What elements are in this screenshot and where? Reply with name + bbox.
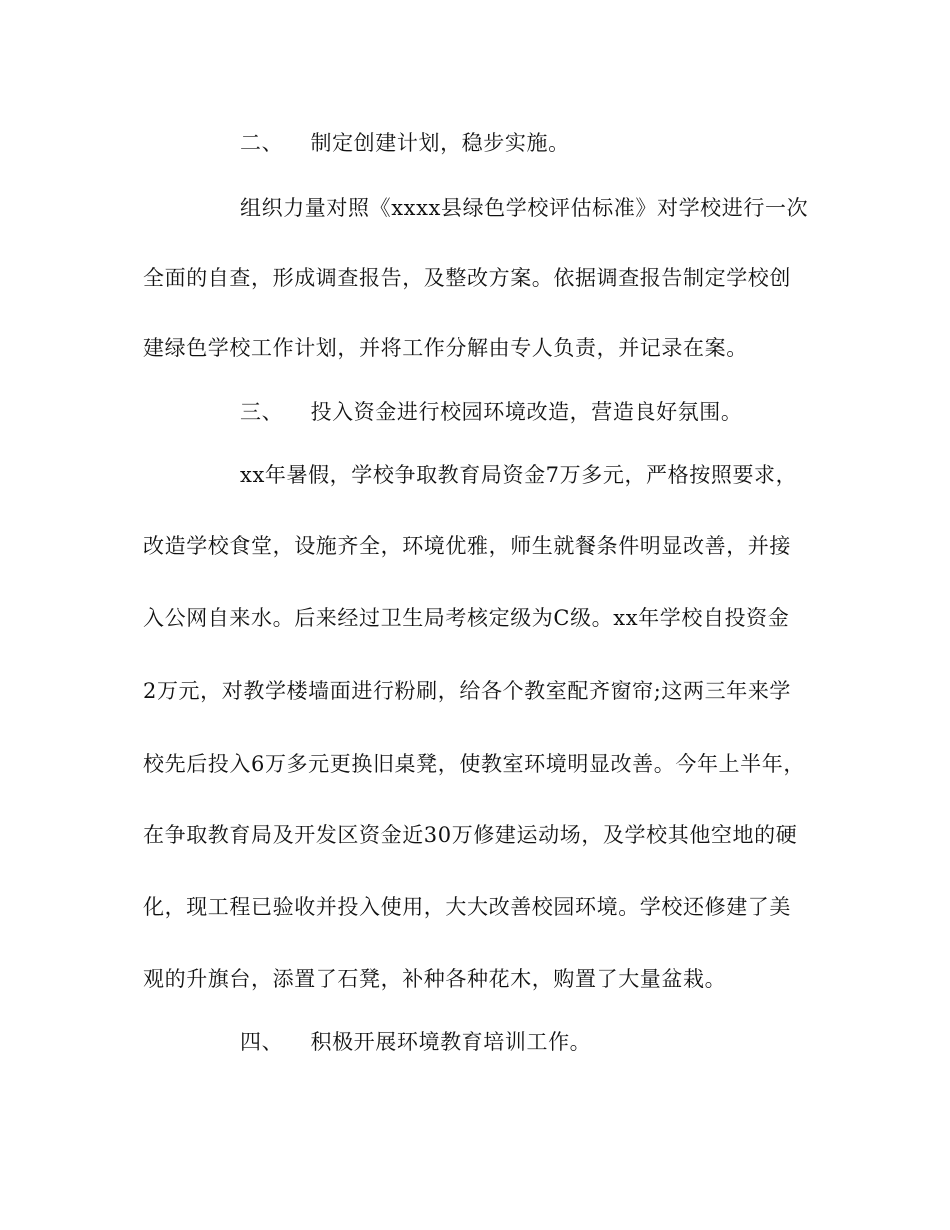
section-heading [240,1027,950,1057]
section-number: 四、 [240,1030,284,1054]
paragraph-line: 全面的自查，形成调查报告，及整改方案。依据调查报告制定学校创 [143,266,791,290]
paragraph-line: 化，现工程已验收并投入使用，大大改善校园环境。学校还修建了美 [143,895,791,919]
paragraph-line: 校先后投入6万多元更换旧桌凳，使教室环境明显改善。今年上半年， [143,752,805,776]
paragraph-line: 2万元，对教学楼墙面进行粉刷，给各个教室配齐窗帘;这两三年来学 [143,679,792,703]
section-title: 积极开展环境教育培训工作。 [310,1030,592,1054]
paragraph-line: 在争取教育局及开发区资金近30万修建运动场，及学校其他空地的硬 [143,823,798,847]
paragraph-line: 观的升旗台，添置了石凳，补种各种花木，购置了大量盆栽。 [143,967,727,991]
paragraph-line: 建绿色学校工作计划，并将工作分解由专人负责，并记录在案。 [143,336,748,360]
paragraph-line: xx年暑假，学校争取教育局资金7万多元，严格按照要求， [240,463,798,487]
section-heading [240,397,950,427]
section-heading [240,128,950,158]
section-number: 三、 [240,400,284,424]
section-title: 投入资金进行校园环境改造，营造良好氛围。 [310,400,743,424]
paragraph-line: 组织力量对照《xxxx县绿色学校评估标准》对学校进行一次 [240,196,809,220]
paragraph-line: 入公网自来水。后来经过卫生局考核定级为C级。xx年学校自投资金 [143,606,790,630]
paragraph-line: 改造学校食堂，设施齐全，环境优雅，师生就餐条件明显改善，并接 [143,534,791,558]
section-title: 制定创建计划，稳步实施。 [310,131,570,155]
section-number: 二、 [240,131,284,155]
